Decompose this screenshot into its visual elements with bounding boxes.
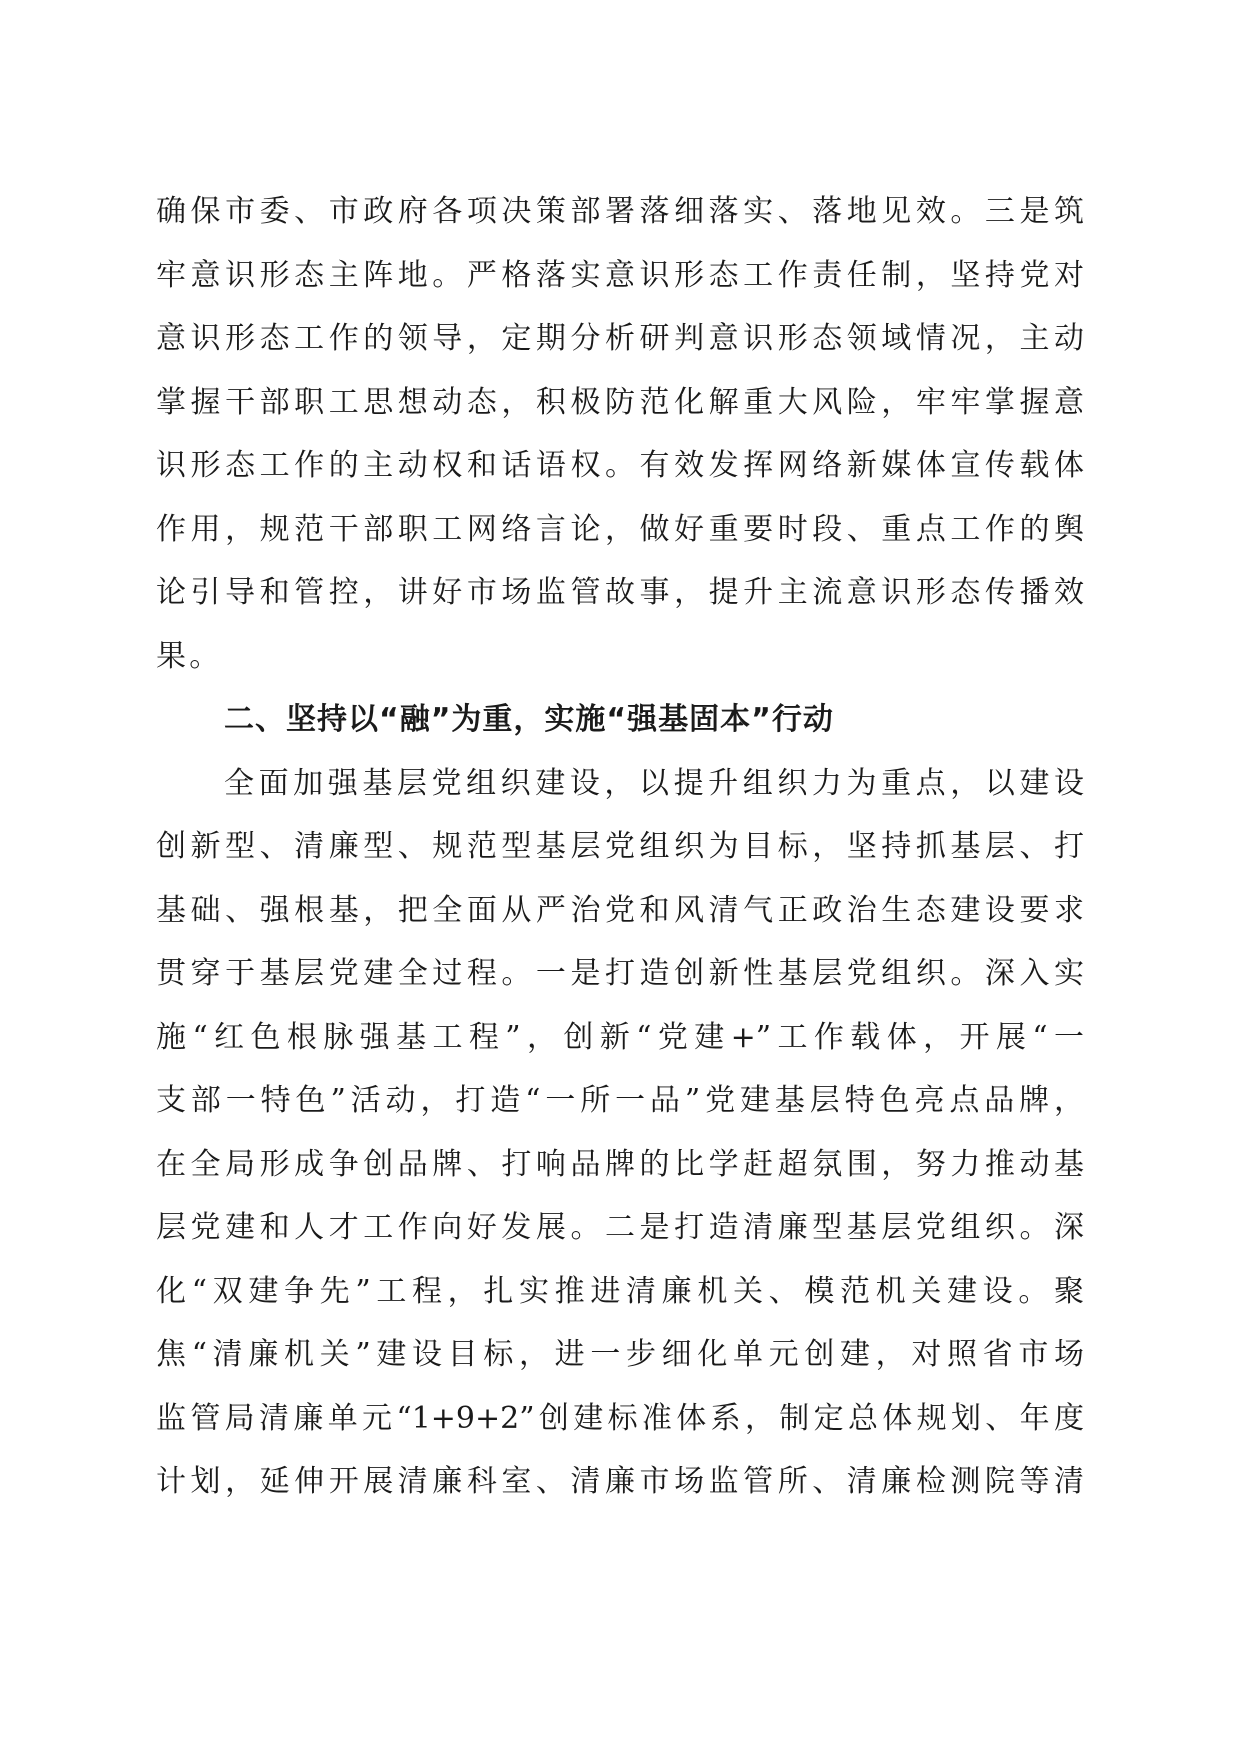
text-line: 作用，规范干部职工网络言论，做好重要时段、重点工作的舆	[156, 511, 1084, 547]
section-heading: 二、坚持以“融”为重，实施“强基固本”行动	[224, 702, 834, 737]
text-line: 意识形态工作的领导，定期分析研判意识形态领域情况，主动	[156, 321, 1084, 356]
text-line: 论引导和管控，讲好市场监管故事，提升主流意识形态传播效	[156, 575, 1084, 610]
text-line: 识形态工作的主动权和话语权。有效发挥网络新媒体宣传载体	[156, 448, 1084, 483]
paragraph-2	[156, 752, 1084, 1514]
text-line: 监管局清廉单元“1+9+2”创建标准体系，制定总体规划、年度	[156, 1400, 1084, 1436]
text-line: 施“红色根脉强基工程”，创新“党建+”工作载体，开展“一	[156, 1019, 1084, 1055]
text-line: 贯穿于基层党建全过程。一是打造创新性基层党组织。深入实	[156, 956, 1084, 991]
text-line: 焦“清廉机关”建设目标，进一步细化单元创建，对照省市场	[156, 1337, 1084, 1372]
text-line: 掌握干部职工思想动态，积极防范化解重大风险，牢牢掌握意	[156, 384, 1084, 420]
text-line: 果。	[156, 638, 223, 674]
text-line: 计划，延伸开展清廉科室、清廉市场监管所、清廉检测院等清	[156, 1464, 1084, 1499]
text-line: 在全局形成争创品牌、打响品牌的比学赶超氛围，努力推动基	[156, 1146, 1084, 1182]
text-line: 牢意识形态主阵地。严格落实意识形态工作责任制，坚持党对	[156, 257, 1084, 293]
text-line: 全面加强基层党组织建设，以提升组织力为重点，以建设	[224, 765, 1084, 801]
document-page	[156, 180, 1084, 1514]
paragraph-1	[156, 180, 1084, 688]
text-line: 支部一特色”活动，打造“一所一品”党建基层特色亮点品牌，	[156, 1083, 1084, 1118]
text-line: 基础、强根基，把全面从严治党和风清气正政治生态建设要求	[156, 892, 1084, 928]
text-line: 创新型、清廉型、规范型基层党组织为目标，坚持抓基层、打	[156, 829, 1084, 864]
text-line: 层党建和人才工作向好发展。二是打造清廉型基层党组织。深	[156, 1210, 1084, 1245]
text-line: 确保市委、市政府各项决策部署落细落实、落地见效。三是筑	[156, 194, 1084, 229]
text-line: 化“双建争先”工程，扎实推进清廉机关、模范机关建设。聚	[156, 1273, 1084, 1309]
